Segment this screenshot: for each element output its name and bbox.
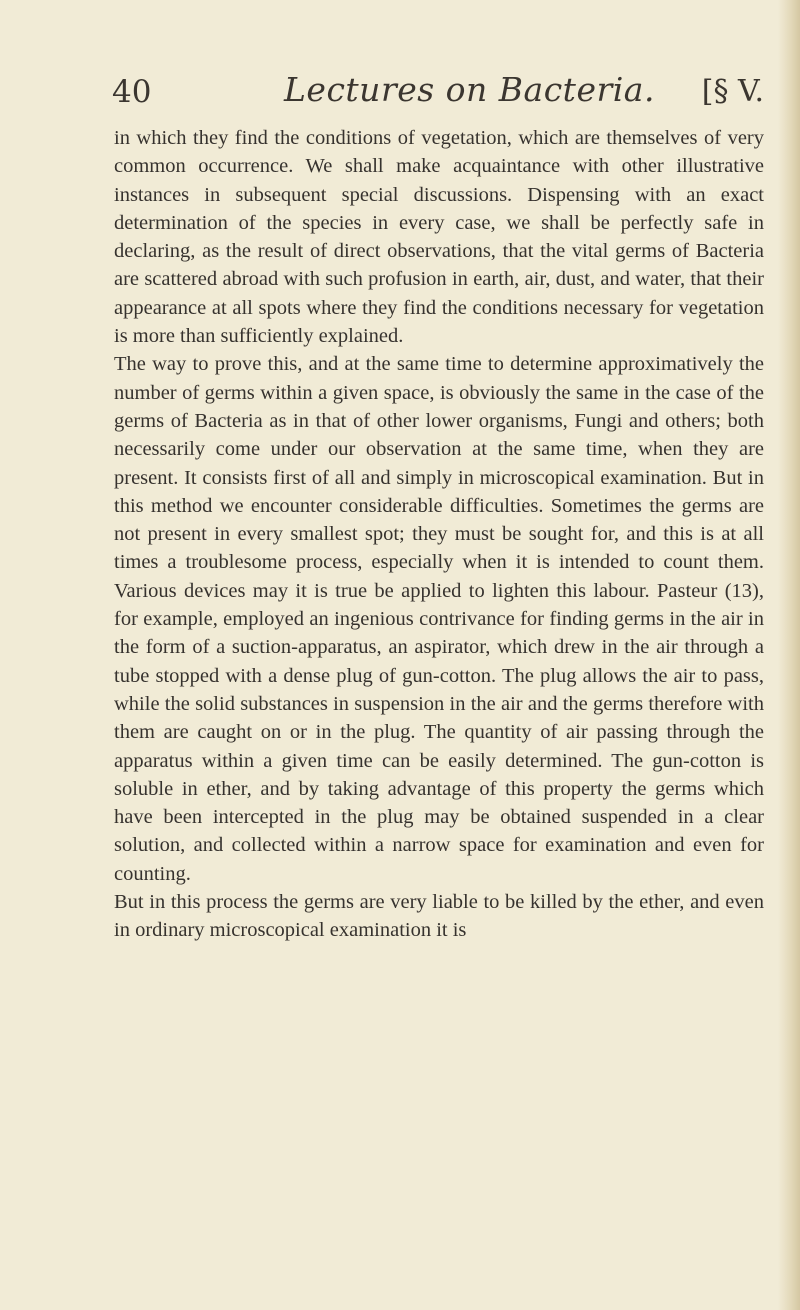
chapter-mark: [§ V. [701, 74, 764, 109]
page-number: 40 [112, 74, 152, 110]
running-title: Lectures on Bacteria. [284, 70, 655, 109]
page-edge-shadow [778, 0, 800, 1310]
paragraph-3: But in this process the germs are very liable to be killed by the ether, and even in ordinary microscopical examination it is [114, 891, 764, 942]
paragraph-1: in which they find the conditions of vegetation, which are themselves of very common occurrence. We shall make acquaintance with other illustrative instances in subsequent special discussions. Dispensing with an exact determination of the species in every case, we shall be perfectly safe in declaring, as the result of direct observations, that the vital germs of Bacteria are scattered abroad with such profusion in earth, air, dust, and water, that their appearance at all spots where they find the conditions necessary for vegetation is more than sufficiently explained. [114, 127, 764, 348]
paragraph-2: The way to prove this, and at the same time to determine approximatively the number of germs within a given space, is obviously the same in the case of the germs of Bacteria as in that of other lower organisms, Fungi and others; both necessarily come under our observation at the same time, when they are present. It consists first of all and simply in microscopical examination. But in this method we encounter considerable difficulties. Sometimes the germs are not present in every smallest spot; they must be sought for, and this is at all times a troublesome process, especially when it is intended to count them. Various devices may it is true be applied to lighten this labour. Pasteur (13), for example, employed an ingenious contrivance for finding germs in the air in the form of a suction-apparatus, an aspirator, which drew in the air through a tube stopped with a dense plug of gun-cotton. The plug allows the air to pass, while the solid substances in suspension in the air and the germs therefore with them are caught on or in the plug. The quantity of air passing through the apparatus within a given time can be easily determined. The gun-cotton is soluble in ether, and by taking advantage of this property the germs which have been intercepted in the plug may be obtained suspended in a clear solution, and collected within a narrow space for examination and even for counting. [114, 353, 764, 885]
body-text [114, 124, 764, 945]
running-header [112, 68, 764, 116]
